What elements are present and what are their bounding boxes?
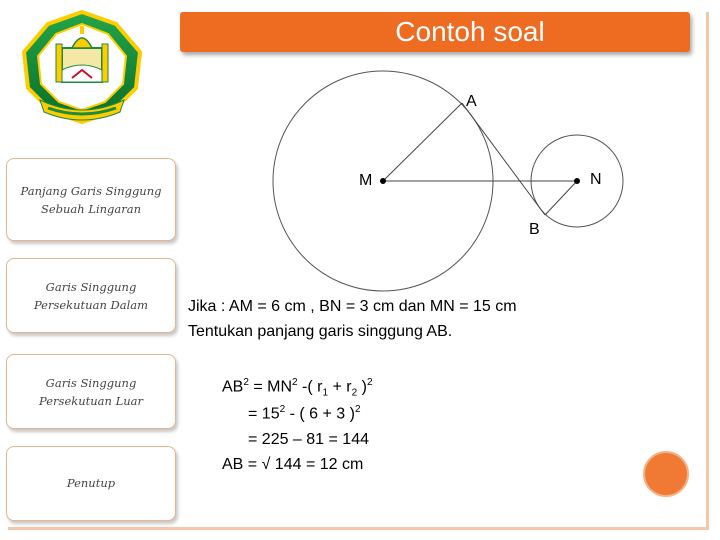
nav-item-label: Penutup bbox=[66, 476, 116, 490]
point-label-a: A bbox=[466, 93, 477, 110]
point-label-n: N bbox=[590, 171, 602, 188]
nav-item-label: Garis Singgung Persekutuan Dalam bbox=[33, 279, 149, 312]
nav-item-label: Garis Singgung Persekutuan Luar bbox=[39, 375, 143, 408]
point-label-b: B bbox=[529, 221, 540, 238]
solution-line-1: $AB^2 = MN^2$ -( $r_1 + r_2$ )$^2$ bbox=[222, 377, 373, 399]
solution-line-2: = $15^2$ - ( 6 + 3 )$^2$ bbox=[248, 404, 361, 423]
problem-given: Jika : AM = 6 cm , BN = 3 cm dan MN = 15 cm bbox=[188, 298, 517, 315]
tangent-ab bbox=[462, 103, 545, 215]
point-n bbox=[574, 178, 580, 184]
point-label-m: M bbox=[359, 172, 373, 189]
slide-title: Contoh soal bbox=[395, 16, 545, 47]
segment-bn bbox=[545, 181, 577, 215]
point-m bbox=[380, 178, 386, 184]
solution-line-4: AB = √ 144 = 12 cm bbox=[222, 456, 364, 473]
solution-line-3: = 225 – 81 = 144 bbox=[248, 431, 369, 448]
problem-task: Tentukan panjang garis singgung AB. bbox=[188, 323, 453, 340]
nav-item-label: Panjang Garis Singgung Sebuah Lingaran bbox=[20, 183, 162, 216]
segment-am bbox=[383, 103, 462, 181]
decorative-orange-circle bbox=[643, 451, 689, 497]
